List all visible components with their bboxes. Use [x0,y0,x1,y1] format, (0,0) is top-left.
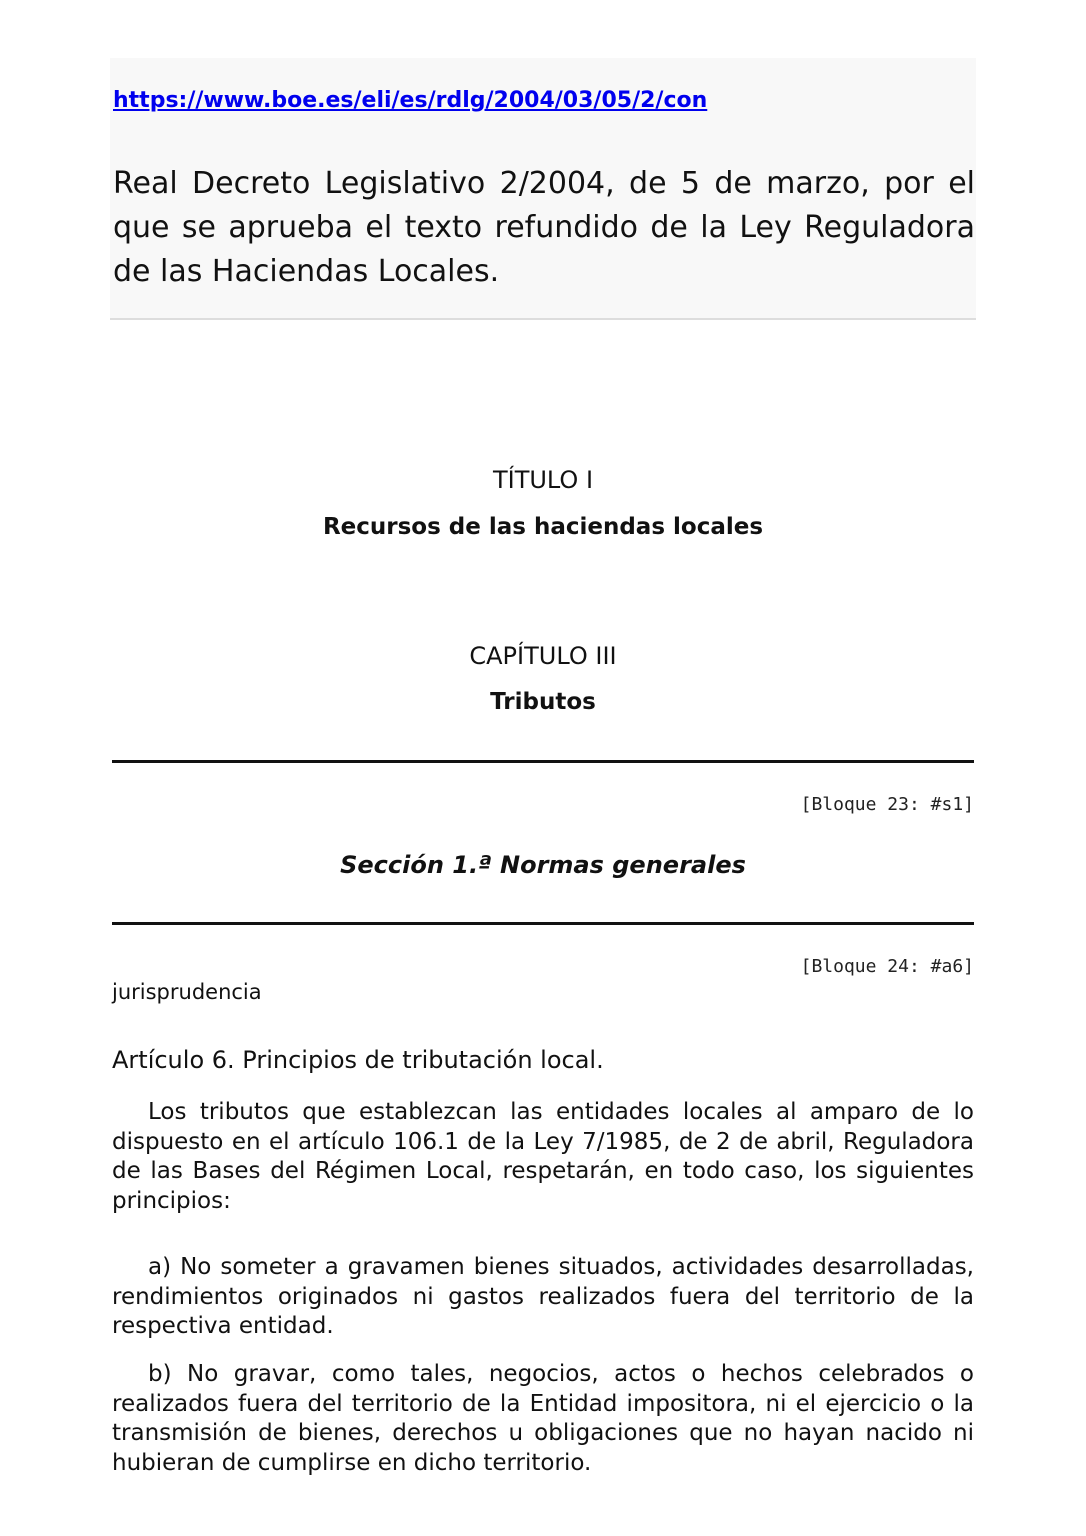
capitulo-label: CAPÍTULO III [469,642,617,670]
article-title: Artículo 6. Principios de tributación local. [112,1046,604,1074]
seccion-title: Sección 1.ª Normas generales [340,851,746,879]
titulo-name: Recursos de las haciendas locales [322,514,764,540]
document-title: Real Decreto Legislativo 2/2004, de 5 de marzo, por el que se aprueba el texto refundido de la Ley Reguladora de las Haciendas Locales. [113,166,975,289]
divider-rule [112,760,974,763]
article-intro-paragraph: Los tributos que establezcan las entidades locales al amparo de lo dispuesto en el artículo 106.1 de la Ley 7/1985, de 2 de abril, Reguladora de las Bases del Régimen Local, respetarán, en todo caso, los siguientes principios: [112,1099,974,1214]
article-item-a: a) No someter a gravamen bienes situados, actividades desarrolladas, rendimientos originados ni gastos realizados fuera del territorio de la respectiva entidad. [112,1254,974,1339]
divider-rule [112,922,974,925]
capitulo-name: Tributos [490,689,596,715]
titulo-label: TÍTULO I [492,466,594,494]
document-header [110,58,976,320]
jurisprudencia-link[interactable]: jurisprudencia [112,980,262,1004]
source-url-link[interactable]: https://www.boe.es/eli/es/rdlg/2004/03/05/2/con [113,88,708,113]
article-item-b: b) No gravar, como tales, negocios, actos o hechos celebrados o realizados fuera del territorio de la Entidad impositora, ni el ejercicio o la transmisión de bienes, derechos u obligaciones que no hayan nacido ni hubieran de cumplirse en dicho territorio. [112,1361,974,1476]
bloque-24-label: [Bloque 24: #a6] [800,956,974,977]
bloque-23-label: [Bloque 23: #s1] [800,794,974,815]
